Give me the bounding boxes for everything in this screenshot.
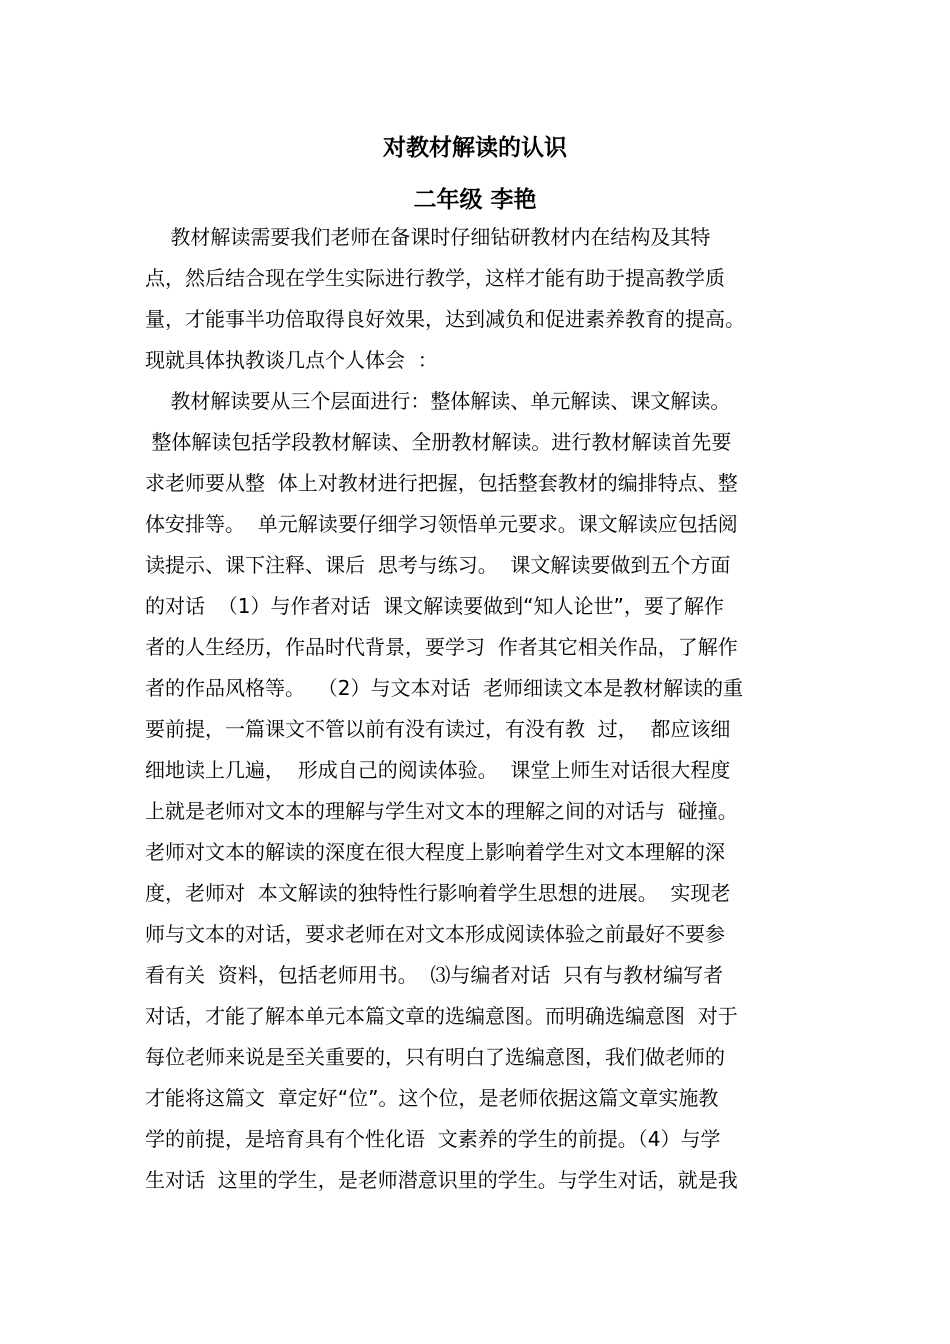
document-subtitle: 二年级 李艳: [413, 187, 537, 213]
text-line: 老师对文本的解读的深度在很大程度上影响着学生对文本理解的深: [145, 840, 725, 864]
text-line: 每位老师来说是至关重要的，只有明白了选编意图，我们做老师的: [145, 1045, 725, 1069]
document-title: 对教材解读的认识: [383, 135, 567, 161]
text-line: 点，然后结合现在学生实际进行教学，这样才能有助于提高教学质: [145, 266, 725, 290]
text-line: 对话，才能了解本单元本篇文章的选编意图。而明确选编意图 对于: [145, 1004, 738, 1028]
text-line: 才能将这篇文 章定好“位”。这个位，是老师依据这篇文章实施教: [145, 1086, 719, 1110]
body-text: [145, 217, 845, 1201]
text-line: 者的人生经历，作品时代背景，要学习 作者其它相关作品，了解作: [145, 635, 738, 659]
text-line: 细地读上几遍， 形成自己的阅读体验。 课堂上师生对话很大程度: [145, 758, 731, 782]
text-line: 者的作品风格等。 （2）与文本对话 老师细读文本是教材解读的重: [145, 676, 744, 700]
text-line: 教材解读需要我们老师在备课时仔细钻研教材内在结构及其特: [145, 225, 711, 249]
text-line: 学的前提，是培育具有个性化语 文素养的学生的前提。（4）与学: [145, 1127, 721, 1151]
text-line: 上就是老师对文本的理解与学生对文本的理解之间的对话与 碰撞。: [145, 799, 738, 823]
text-line: 生对话 这里的学生，是老师潜意识里的学生。与学生对话，就是我: [145, 1168, 738, 1192]
text-line: 的对话 （1）与作者对话 课文解读要做到“知人论世”，要了解作: [145, 594, 724, 618]
text-line: 师与文本的对话，要求老师在对文本形成阅读体验之前最好不要参: [145, 922, 725, 946]
text-line: 度，老师对 本文解读的独特性行影响着学生思想的进展。 实现老: [145, 881, 731, 905]
text-line: 教材解读要从三个层面进行：整体解读、单元解读、课文解读。: [145, 389, 731, 413]
text-line: 整体解读包括学段教材解读、全册教材解读。进行教材解读首先要: [145, 430, 732, 454]
text-line: 要前提，一篇课文不管以前有没有读过，有没有教 过， 都应该细: [145, 717, 731, 741]
text-line: 读提示、课下注释、课后 思考与练习。 课文解读要做到五个方面: [145, 553, 731, 577]
text-line: 现就具体执教谈几点个人体会 ：: [145, 348, 438, 372]
text-line: 看有关 资料，包括老师用书。 ⑶与编者对话 只有与教材编写者: [145, 963, 724, 987]
text-line: 量，才能事半功倍取得良好效果，达到减负和促进素养教育的提高。: [145, 307, 745, 331]
text-line: 体安排等。 单元解读要仔细学习领悟单元要求。课文解读应包括阅: [145, 512, 738, 536]
text-line: 求老师要从整 体上对教材进行把握，包括整套教材的编排特点、整: [145, 471, 738, 495]
